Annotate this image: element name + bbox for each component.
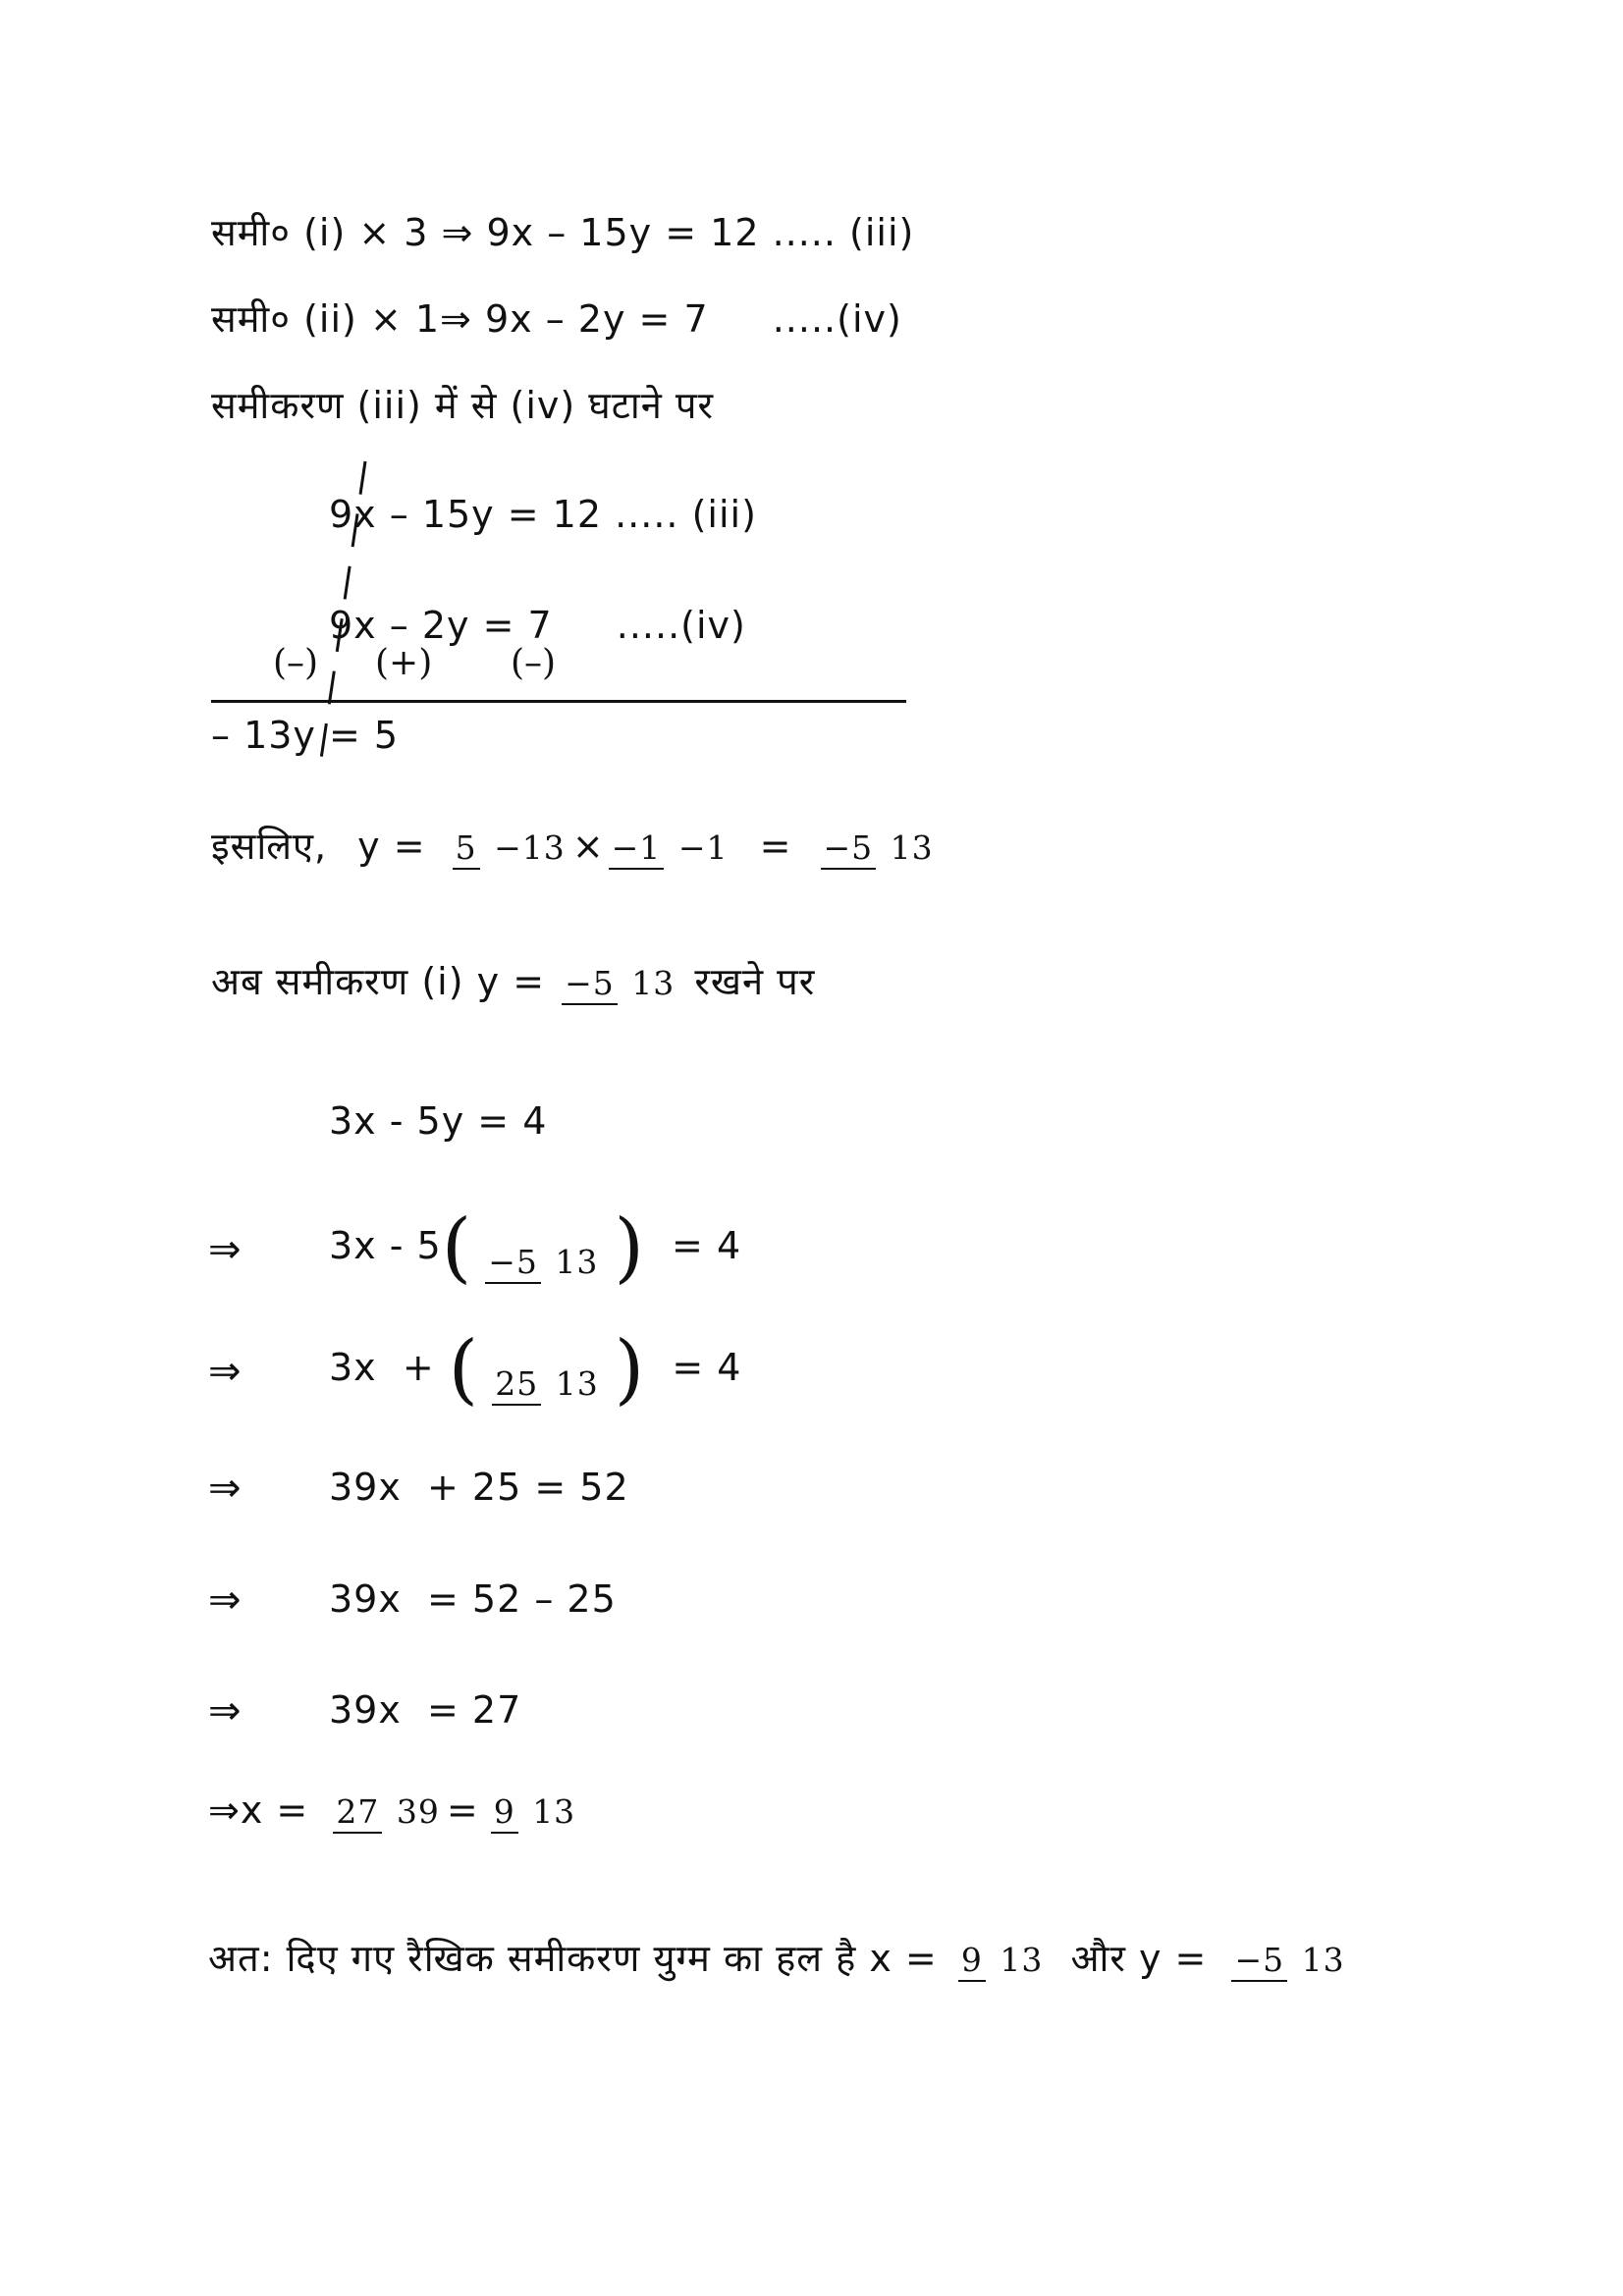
step-2-den: 13: [555, 1363, 599, 1403]
sign-plus: (+): [375, 643, 433, 683]
step-2-fraction: [492, 1363, 602, 1407]
implies-arrow: ⇒: [208, 1227, 242, 1272]
substitution-fraction: [562, 963, 677, 1006]
x-fraction-2: [491, 1791, 579, 1835]
right-paren: ): [614, 1203, 645, 1292]
sign-minus-2: (–): [511, 643, 557, 683]
step-1-fraction: [485, 1242, 601, 1285]
step-1-num: −5: [485, 1244, 541, 1285]
step-5: 39x = 27: [329, 1688, 522, 1732]
therefore-label: इसलिए,: [211, 825, 328, 868]
subtraction-row-2-text: 9x – 2y = 7: [329, 604, 553, 647]
x-solution-line: [208, 1789, 582, 1834]
step-1-paren: [441, 1203, 645, 1292]
y-fraction-2: [609, 828, 731, 871]
step-2-paren: [448, 1325, 646, 1414]
conclusion-y-den: 13: [1301, 1940, 1345, 1979]
subtraction-result-text: – 13y = 5: [211, 714, 400, 757]
sign-minus-1: (–): [273, 643, 319, 683]
y-solution-line: [211, 820, 941, 871]
implies-arrow: ⇒: [208, 1349, 242, 1394]
substitution-suffix: रखने पर: [694, 960, 816, 1003]
conclusion-x-den: 13: [1000, 1940, 1044, 1979]
x-fraction-2-den: 13: [532, 1791, 576, 1831]
conclusion-x-fraction: [958, 1940, 1047, 1983]
y-result-fraction: [821, 828, 937, 871]
eq-iv-tag: .....(iv): [772, 297, 902, 341]
original-equation: [329, 1099, 547, 1143]
right-paren: ): [614, 1325, 646, 1414]
implies-arrow: ⇒: [208, 1466, 242, 1511]
eq-iv-text: समी० (ii) × 1⇒ 9x – 2y = 7: [211, 297, 709, 341]
implies-arrow: ⇒: [208, 1577, 242, 1623]
conclusion-y-fraction: [1231, 1940, 1347, 1983]
step-2: [329, 1325, 742, 1414]
substitution-prefix: अब समीकरण (i) y =: [211, 960, 546, 1003]
x-fraction-1-num: 27: [333, 1793, 382, 1835]
subtract-heading-text: समीकरण (iii) में से (iv) घटाने पर: [211, 384, 715, 427]
step-1-den: 13: [555, 1242, 599, 1281]
step-2-prefix: 3x +: [329, 1345, 435, 1389]
conclusion-line: [208, 1932, 1352, 1983]
left-paren: (: [448, 1325, 480, 1414]
original-equation-text: 3x - 5y = 4: [329, 1099, 548, 1143]
x-prefix: ⇒x =: [208, 1789, 309, 1832]
x-fraction-2-num: 9: [491, 1793, 518, 1835]
step-2-suffix: = 4: [672, 1345, 742, 1389]
y-result-den: 13: [890, 828, 934, 867]
substitution-num: −5: [562, 965, 618, 1006]
equals-sign: =: [759, 825, 792, 868]
substitution-den: 13: [631, 963, 676, 1002]
step-1-prefix: 3x - 5: [329, 1223, 442, 1267]
conclusion-y-num: −5: [1231, 1942, 1287, 1983]
step-3: 39x + 25 = 52: [329, 1466, 629, 1509]
y-fraction-2-den: −1: [677, 828, 729, 867]
subtraction-row-1-text: 9x – 15y = 12 ..... (iii): [329, 493, 757, 536]
implies-arrow: ⇒: [208, 1688, 242, 1734]
y-fraction-1-num: 5: [453, 829, 480, 871]
y-equals: y =: [357, 825, 426, 868]
substitution-line: [211, 955, 815, 1006]
step-4: 39x = 52 – 25: [329, 1577, 617, 1621]
eq-iii-text: समी० (i) × 3 ⇒ 9x – 15y = 12 ..... (iii): [211, 211, 915, 254]
step-2-num: 25: [492, 1365, 541, 1407]
equals-sign: =: [446, 1789, 479, 1832]
step-1: [329, 1203, 742, 1292]
x-fraction-1-den: 39: [396, 1791, 440, 1831]
conclusion-prefix: अत: दिए गए रैखिक समीकरण युग्म का हल है x =: [208, 1937, 938, 1980]
y-fraction-1-den: −13: [494, 828, 566, 867]
conclusion-x-num: 9: [958, 1942, 986, 1983]
y-fraction-1: [453, 828, 568, 871]
left-paren: (: [441, 1203, 473, 1292]
x-fraction-1: [333, 1791, 443, 1835]
y-fraction-2-num: −1: [609, 829, 665, 871]
conclusion-and: और y =: [1070, 1937, 1208, 1980]
times-sign: ×: [571, 825, 605, 868]
subtraction-row-2-tag: .....(iv): [616, 604, 746, 647]
y-result-num: −5: [821, 829, 877, 871]
step-1-suffix: = 4: [672, 1223, 742, 1267]
